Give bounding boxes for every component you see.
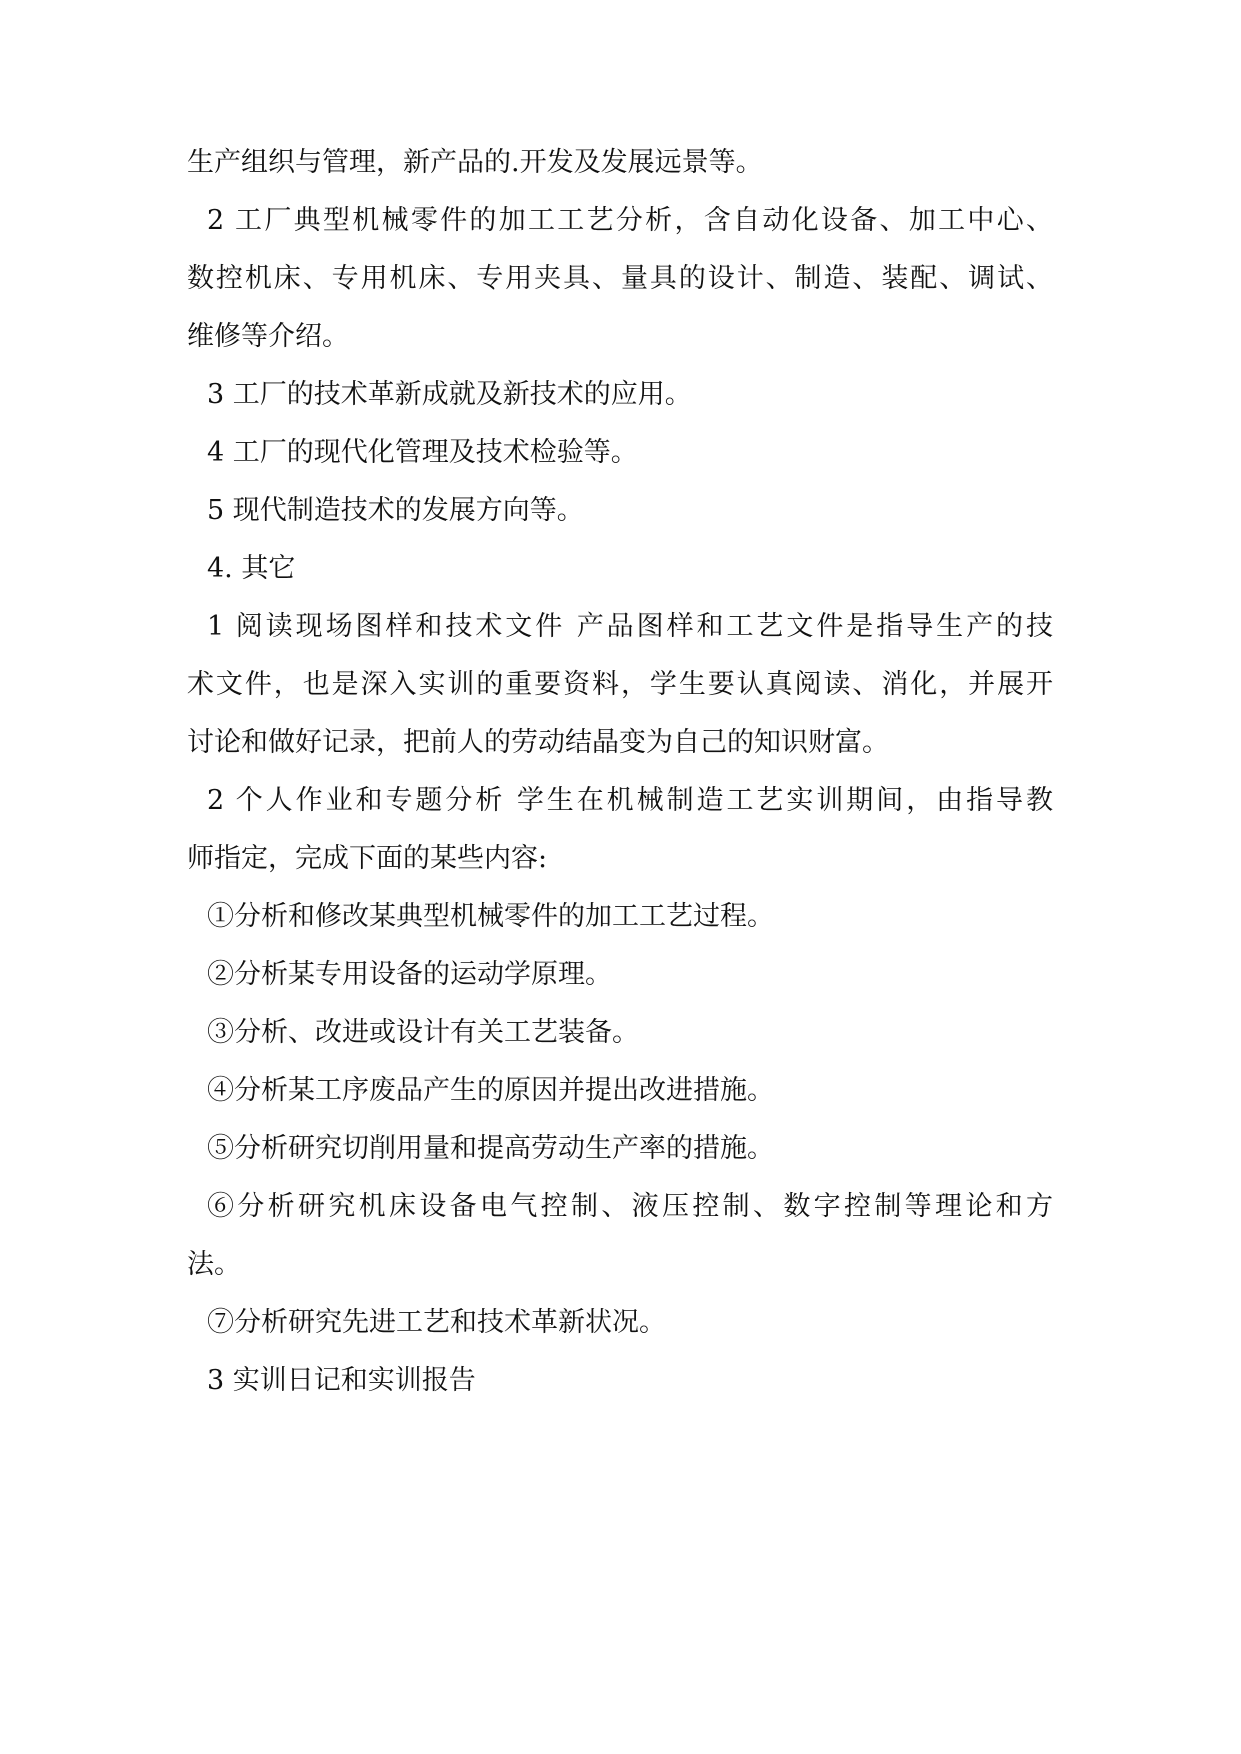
text-line: 讨论和做好记录，把前人的劳动结晶变为自己的知识财富。 xyxy=(187,727,889,758)
paragraph xyxy=(187,1015,1053,1073)
paragraph xyxy=(187,609,1053,783)
text-line: 3 实训日记和实训报告 xyxy=(207,1365,476,1396)
text-line: 5 现代制造技术的发展方向等。 xyxy=(207,495,584,526)
text-line: ⑥分析研究机床设备电气控制、液压控制、数字控制等理论和方 xyxy=(207,1191,1053,1222)
text-line: 师指定，完成下面的某些内容: xyxy=(187,843,548,874)
text-line: 3 工厂的技术革新成就及新技术的应用。 xyxy=(207,379,692,410)
text-line: ④分析某工序废品产生的原因并提出改进措施。 xyxy=(207,1075,774,1106)
text-line: 2 工厂典型机械零件的加工工艺分析，含自动化设备、加工中心、 xyxy=(207,205,1053,236)
paragraph xyxy=(187,493,1053,551)
paragraph xyxy=(187,1189,1053,1305)
paragraph xyxy=(187,783,1053,899)
text-line: ②分析某专用设备的运动学原理。 xyxy=(207,959,612,990)
paragraph xyxy=(187,1073,1053,1131)
text-line: ⑦分析研究先进工艺和技术革新状况。 xyxy=(207,1307,666,1338)
text-line: ⑤分析研究切削用量和提高劳动生产率的措施。 xyxy=(207,1133,774,1164)
text-line: 4. 其它 xyxy=(207,553,296,584)
text-line: ①分析和修改某典型机械零件的加工工艺过程。 xyxy=(207,901,774,932)
paragraph xyxy=(187,377,1053,435)
text-line: 生产组织与管理，新产品的.开发及发展远景等。 xyxy=(187,147,763,178)
paragraph xyxy=(187,1305,1053,1363)
text-line: ③分析、改进或设计有关工艺装备。 xyxy=(207,1017,639,1048)
text-line: 2 个人作业和专题分析 学生在机械制造工艺实训期间，由指导教 xyxy=(207,785,1053,816)
paragraph xyxy=(187,1131,1053,1189)
paragraph xyxy=(187,551,1053,609)
paragraph xyxy=(187,1363,1053,1421)
paragraph xyxy=(187,203,1053,377)
paragraph xyxy=(187,435,1053,493)
text-line: 维修等介绍。 xyxy=(187,321,349,352)
text-line: 术文件，也是深入实训的重要资料，学生要认真阅读、消化，并展开 xyxy=(187,669,1053,700)
paragraph xyxy=(187,899,1053,957)
text-line: 4 工厂的现代化管理及技术检验等。 xyxy=(207,437,638,468)
paragraph xyxy=(187,957,1053,1015)
text-line: 数控机床、专用机床、专用夹具、量具的设计、制造、装配、调试、 xyxy=(187,263,1053,294)
text-line: 1 阅读现场图样和技术文件 产品图样和工艺文件是指导生产的技 xyxy=(207,611,1053,642)
text-line: 法。 xyxy=(187,1249,241,1280)
paragraph xyxy=(187,145,1053,203)
document-page xyxy=(187,145,1053,1421)
